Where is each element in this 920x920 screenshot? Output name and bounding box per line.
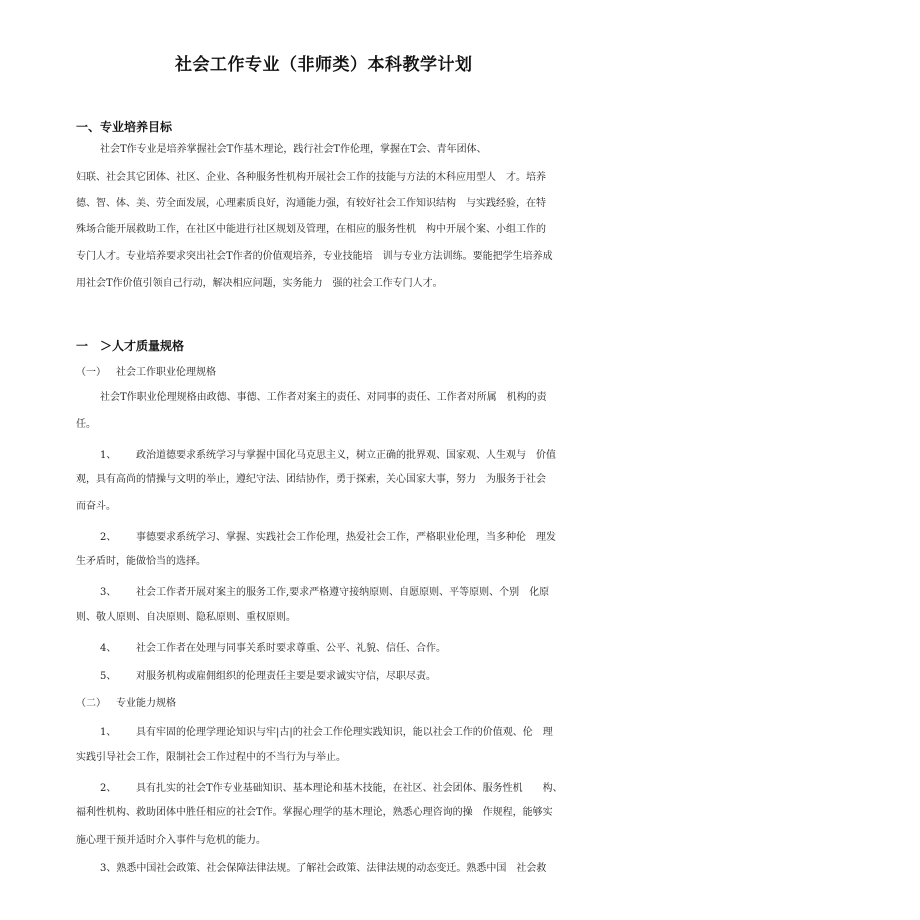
list-number: 2、 (100, 783, 117, 794)
list-item-line: 而奋斗。 (76, 501, 116, 512)
list-item-line: 福利性机构、救助团体中胜任相应的社会T作。掌握心理学的基木理论，熟悉心理咨询的操 作规程，能够实 (76, 807, 553, 818)
section-heading-quality-spec: 一 ＞人才质量规格 (76, 339, 185, 353)
list-item-line: 生矛盾时，能做恰当的选择。 (76, 556, 206, 567)
list-item-line: 3、熟悉中国社会政策、社会保障法律法规。了解社会政策、法律法规的动态变迁。熟悉中国 社会救 (100, 863, 547, 874)
paragraph-line: 德、智、体、美、劳全面发展，心理素质良好，沟通能力强，有较好社会工作知识结构 与实践经验，在特 (76, 198, 546, 209)
paragraph-line: 社会T作职业伦理规格由政德、事德、工作者对案主的责任、对同事的责任、工作者对所属 机构的责 (100, 392, 547, 403)
list-item-line: 社会工作者在处理与同事关系时要求尊重、公平、礼貌、信任、合作。 (136, 643, 446, 654)
list-number: 1、 (100, 450, 117, 461)
subsection-label: （二） (76, 698, 106, 709)
subsection-title: 社会工作职业伦理规格 (116, 367, 216, 378)
list-item-line: 对服务机构或雇佣组织的伦理责任主要是要求诚实守信，尽职尽责。 (136, 671, 436, 682)
list-number: 2、 (100, 532, 117, 543)
list-item-line: 社会工作者开展对案主的服务工作,要求严格遵守接纳原则、自愿原则、平等原则、个别 化原 (136, 587, 550, 598)
list-number: 1、 (100, 727, 117, 738)
list-item-line: 具有扎实的社会T作专业基础知识、基本理论和基木技能，在社区、社会团体、服务性机 构、 (136, 783, 563, 794)
list-item-line: 实践引导社会工作，限制社会工作过程中的不当行为与举止。 (76, 752, 346, 763)
page-title: 社会工作专业（非师类）本科教学计划 (175, 55, 473, 75)
subsection-title: 专业能力规格 (116, 698, 176, 709)
list-number: 3、 (100, 587, 117, 598)
paragraph-line: 社会T作专业是培养掌握社会T作基木理论，践行社会T作伦理，掌握在T会、青年团体、 (100, 144, 487, 155)
paragraph-line: 用社会T作价值引领自己行动，解决相应问题，实务能力 强的社会工作专门人才。 (76, 278, 443, 289)
paragraph-line: 殊场合能开展救助工作，在社区中能进行社区规划及管理，在相应的服务性机 构中开展个案、小组工作的 (76, 224, 546, 235)
list-item-line: 施心理干预并适时介入事件与危机的能力。 (76, 835, 266, 846)
list-item-line: 政治道德要求系统学习与掌握中国化马克思主义，树立正确的批界观、国家观、人生观与 价值 (136, 450, 556, 461)
subsection-label: （一） (76, 367, 106, 378)
paragraph-line: 妇联、社会其它团体、社区、企业、各种服务性机构开展社会工作的技能与方法的木科应用型人 才。培养 (76, 172, 546, 183)
list-number: 4、 (100, 643, 117, 654)
list-item-line: 事德要求系统学习、掌握、实践社会工作伦理，热爱社会工作，严格职业伦理，当多种伦 理发 (136, 532, 556, 543)
paragraph-line: 任。 (76, 419, 96, 430)
list-item-line: 具有牢固的伦理学理论知识与牢|古|的社会工作伦理实践知识，能以社会工作的价值观、伦 理 (136, 727, 553, 738)
list-item-line: 则、敬人原则、自决原则、隐私原则、重权原则。 (76, 612, 296, 623)
list-item-line: 观，具有高尚的情操与文明的举止，遵纪守法、团结协作，勇于探索，关心国家大事，努力 为服务于社会 (76, 474, 546, 485)
paragraph-line: 专门人才。专业培养要求突出社会T作者的价值观培养，专业技能培 训与专业方法训练。要能把学生培养成 (76, 251, 553, 262)
section-heading-training-goal: 一、专业培养目标 (76, 120, 173, 134)
list-number: 5、 (100, 671, 117, 682)
